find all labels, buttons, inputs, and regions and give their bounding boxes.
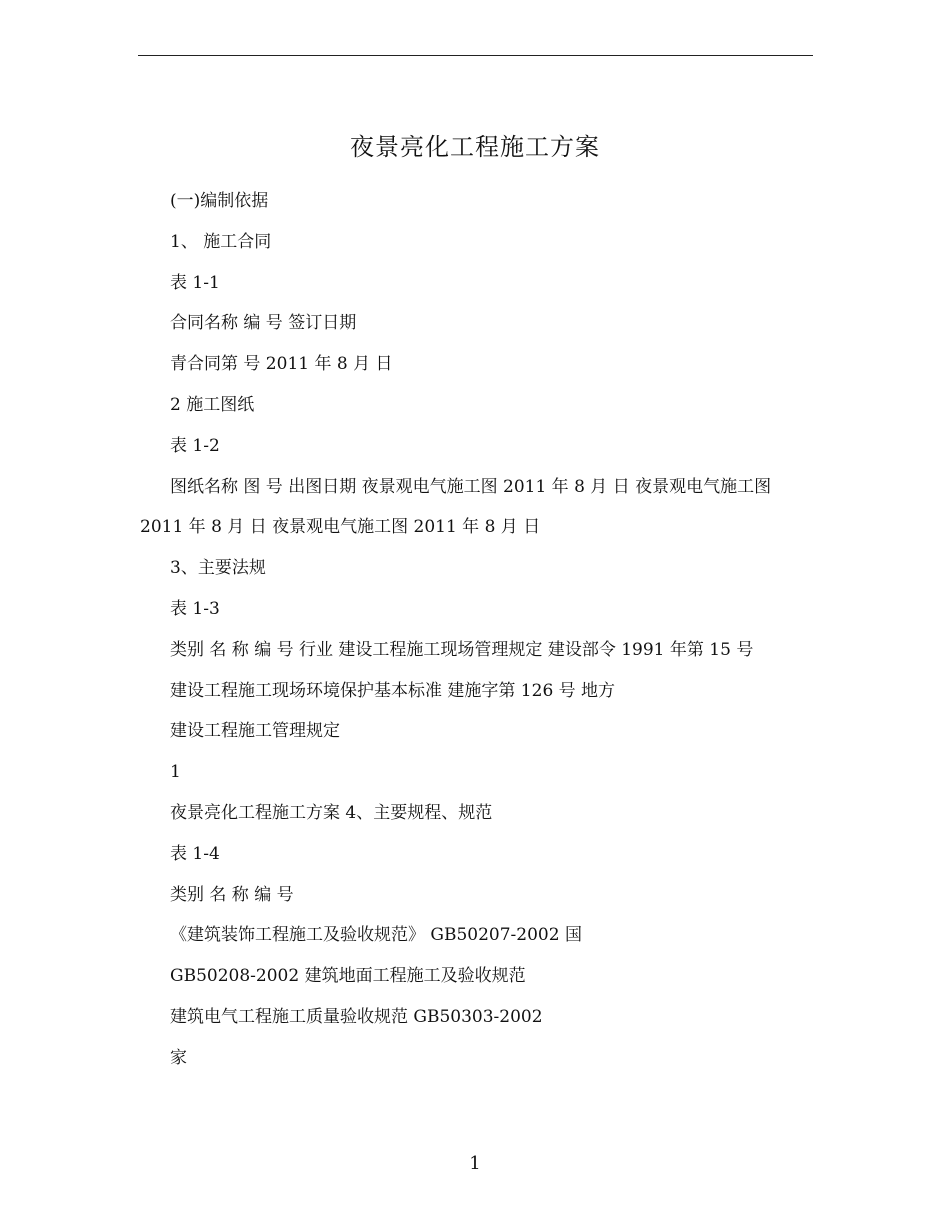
paragraph: 建设工程施工现场环境保护基本标准 建施字第 126 号 地方 (170, 680, 616, 701)
paragraph: 《建筑装饰工程施工及验收规范》 GB50207-2002 国 (170, 925, 582, 946)
paragraph: (一)编制依据 (170, 191, 269, 211)
document-body (140, 181, 815, 1079)
paragraph: 青合同第 号 2011 年 8 月 日 (170, 354, 393, 375)
paragraph: 表 1-4 (170, 843, 220, 864)
paragraph: 表 1-1 (170, 272, 220, 293)
paragraph: 建筑电气工程施工质量验收规范 GB50303-2002 (170, 1006, 543, 1027)
paragraph: 1 (170, 762, 181, 783)
paragraph: 图纸名称 图 号 出图日期 夜景观电气施工图 2011 年 8 月 日 夜景观电气施工图 2011 年 8 月 日 夜景观电气施工图 2011 年 8 月 日 (140, 476, 772, 538)
header-rule (138, 55, 813, 56)
paragraph: 表 1-2 (170, 435, 220, 456)
document-title: 夜景亮化工程施工方案 (350, 133, 600, 161)
paragraph: 合同名称 编 号 签订日期 (170, 313, 357, 334)
paragraph: 类别 名 称 编 号 (170, 884, 294, 905)
page-number: 1 (469, 1153, 481, 1174)
paragraph: 2 施工图纸 (170, 394, 255, 415)
paragraph: GB50208-2002 建筑地面工程施工及验收规范 (170, 966, 526, 987)
paragraph: 表 1-3 (170, 598, 220, 619)
paragraph: 3、主要法规 (170, 558, 266, 579)
paragraph: 类别 名 称 编 号 行业 建设工程施工现场管理规定 建设部令 1991 年第 15 号 (170, 639, 754, 660)
paragraph: 1、 施工合同 (170, 231, 272, 252)
paragraph: 建设工程施工管理规定 (170, 721, 340, 742)
paragraph: 家 (170, 1047, 187, 1068)
paragraph: 夜景亮化工程施工方案 4、主要规程、规范 (170, 802, 493, 823)
